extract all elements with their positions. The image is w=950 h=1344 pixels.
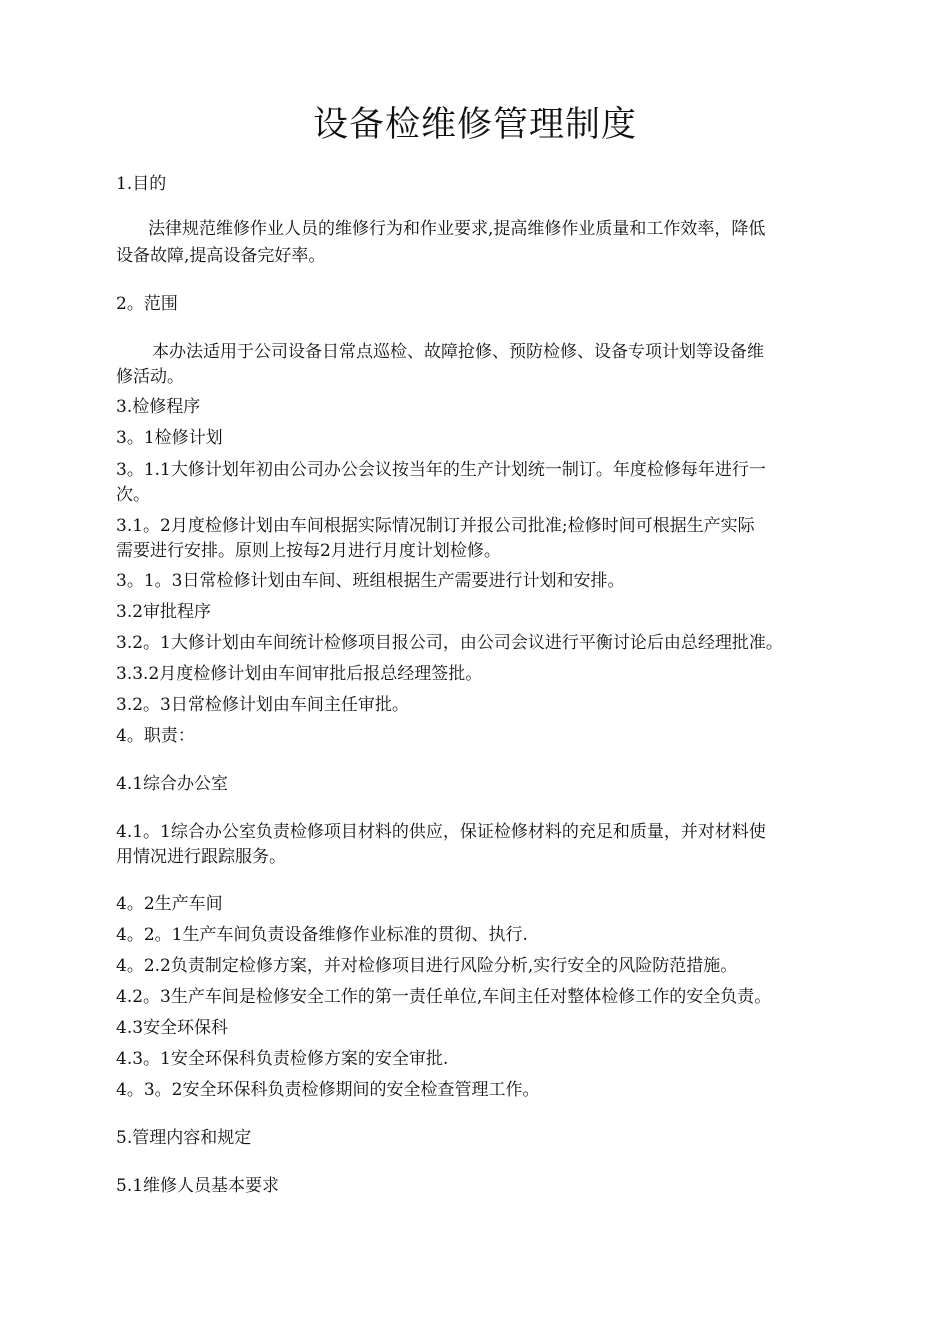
paragraph-line: 用情况进行跟踪服务。 [116, 847, 286, 867]
section-heading-duties: 4。职责： [116, 726, 195, 746]
paragraph-line: 需要进行安排。原则上按每2月进行月度计划检修。 [116, 541, 501, 561]
subsection-heading: 5.1维修人员基本要求 [116, 1176, 280, 1196]
paragraph-line: 3.2。1大修计划由车间统计检修项目报公司，由公司会议进行平衡讨论后由总经理批准。 [116, 633, 783, 653]
paragraph-line: 本办法适用于公司设备日常点巡检、故障抢修、预防检修、设备专项计划等设备维 [152, 342, 764, 362]
paragraph-line: 4.3。1安全环保科负责检修方案的安全审批. [116, 1049, 449, 1069]
paragraph-line: 次。 [116, 485, 150, 505]
subsection-heading: 3。1检修计划 [116, 428, 223, 448]
paragraph-line: 4。2。1生产车间负责设备维修作业标准的贯彻、执行. [116, 925, 528, 945]
section-heading-management: 5.管理内容和规定 [116, 1128, 252, 1148]
paragraph-line: 3。1。3日常检修计划由车间、班组根据生产需要进行计划和安排。 [116, 571, 625, 591]
paragraph-line: 3.1。2月度检修计划由车间根据实际情况制订并报公司批准;检修时间可根据生产实际 [116, 516, 755, 536]
document-title: 设备检维修管理制度 [312, 105, 637, 145]
paragraph-line: 4.2。3生产车间是检修安全工作的第一责任单位,车间主任对整体检修工作的安全负责。 [116, 987, 772, 1007]
section-heading-purpose: 1.目的 [116, 174, 167, 194]
paragraph-line: 3。1.1大修计划年初由公司办公会议按当年的生产计划统一制订。年度检修每年进行一 [116, 460, 766, 480]
paragraph-line: 3.2。3日常检修计划由车间主任审批。 [116, 695, 409, 715]
subsection-heading: 3.2审批程序 [116, 602, 212, 622]
paragraph-line: 4。3。2安全环保科负责检修期间的安全检查管理工作。 [116, 1080, 540, 1100]
paragraph-line: 法律规范维修作业人员的维修行为和作业要求,提高维修作业质量和工作效率，降低 [148, 219, 766, 239]
paragraph-line: 3.3.2月度检修计划由车间审批后报总经理签批。 [116, 664, 483, 684]
paragraph-line: 4。2.2负责制定检修方案，并对检修项目进行风险分析,实行安全的风险防范措施。 [116, 956, 738, 976]
subsection-heading: 4.1综合办公室 [116, 774, 229, 794]
subsection-heading: 4。2生产车间 [116, 894, 223, 914]
paragraph-line: 4.1。1综合办公室负责检修项目材料的供应，保证检修材料的充足和质量，并对材料使 [116, 822, 766, 842]
paragraph-line: 设备故障,提高设备完好率。 [116, 246, 326, 266]
section-heading-scope: 2。范围 [116, 294, 178, 314]
section-heading-procedure: 3.检修程序 [116, 397, 201, 417]
paragraph-line: 修活动。 [116, 367, 184, 387]
subsection-heading: 4.3安全环保科 [116, 1018, 229, 1038]
